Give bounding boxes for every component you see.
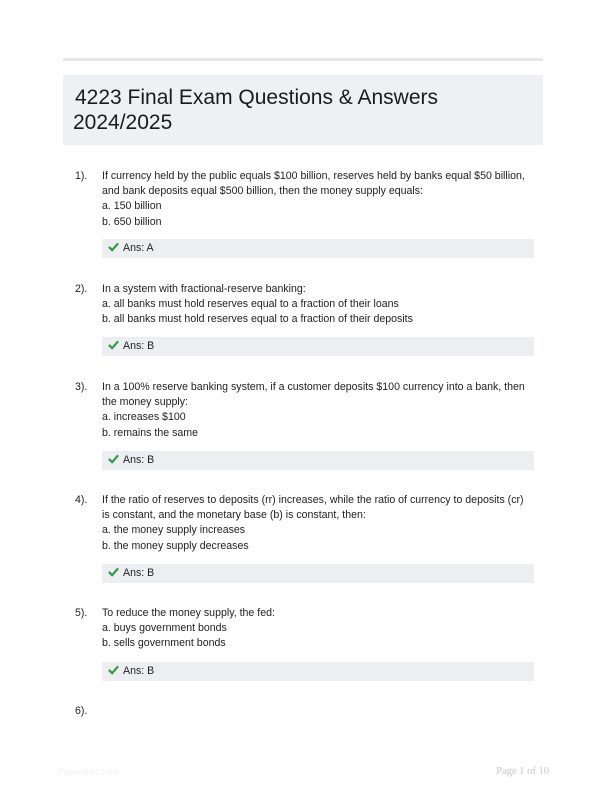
question-text: and bank deposits equal $500 billion, then the money supply equals: (102, 185, 423, 198)
answer-text: Ans: B (123, 665, 155, 677)
option-a: a. the money supply increases (102, 524, 246, 537)
question-text: If the ratio of reserves to deposits (rr) increases, while the ratio of currency to deposits (cr) (102, 494, 524, 506)
option-b: b. 650 billion (102, 215, 162, 228)
option-a: a. increases $100 (102, 411, 186, 424)
answer-box-3 (102, 451, 534, 470)
checkmark-icon (108, 664, 119, 675)
answer-box-1 (102, 239, 534, 258)
question-number: 5). (75, 607, 88, 619)
question-number: 1). (75, 170, 88, 182)
answer-text: Ans: B (123, 340, 155, 352)
question-5 (75, 606, 540, 652)
page-number: Page 1 of 10 (496, 766, 549, 777)
top-divider (63, 58, 543, 61)
question-text: To reduce the money supply, the fed: (102, 607, 275, 619)
question-text: the money supply: (102, 396, 188, 409)
checkmark-icon (108, 241, 119, 252)
page-title-line-1: 4223 Final Exam Questions & Answers (75, 86, 439, 109)
option-b: b. all banks must hold reserves equal to a fraction of their deposits (102, 313, 413, 326)
question-text: In a 100% reserve banking system, if a customer deposits $100 currency into a bank, then (102, 381, 525, 393)
checkmark-icon (108, 566, 119, 577)
option-b: b. sells government bonds (102, 637, 226, 650)
watermark-text: Papertibic.com (58, 767, 118, 777)
question-number: 2). (75, 283, 88, 295)
answer-box-5 (102, 662, 534, 681)
option-b: b. remains the same (102, 426, 198, 439)
question-number: 6). (75, 705, 88, 717)
answer-box-2 (102, 337, 534, 356)
checkmark-icon (108, 339, 119, 350)
question-number: 3). (75, 381, 88, 393)
question-4 (75, 493, 540, 554)
question-number: 4). (75, 494, 88, 506)
question-text: is constant, and the monetary base (b) is constant, then: (102, 509, 366, 522)
answer-text: Ans: A (123, 242, 154, 254)
question-text: If currency held by the public equals $100 billion, reserves held by banks equal $50 billion, (102, 170, 525, 182)
option-a: a. 150 billion (102, 200, 162, 213)
question-2 (75, 282, 540, 328)
title-banner (63, 75, 543, 145)
option-a: a. all banks must hold reserves equal to a fraction of their loans (102, 298, 399, 311)
option-a: a. buys government bonds (102, 622, 227, 635)
answer-text: Ans: B (123, 454, 155, 466)
question-1 (75, 169, 540, 230)
answer-box-4 (102, 564, 534, 583)
checkmark-icon (108, 453, 119, 464)
question-3 (75, 380, 540, 441)
option-b: b. the money supply decreases (102, 539, 249, 552)
page-title-line-2: 2024/2025 (73, 111, 173, 134)
question-text: In a system with fractional-reserve banking: (102, 283, 306, 295)
answer-text: Ans: B (123, 567, 155, 579)
